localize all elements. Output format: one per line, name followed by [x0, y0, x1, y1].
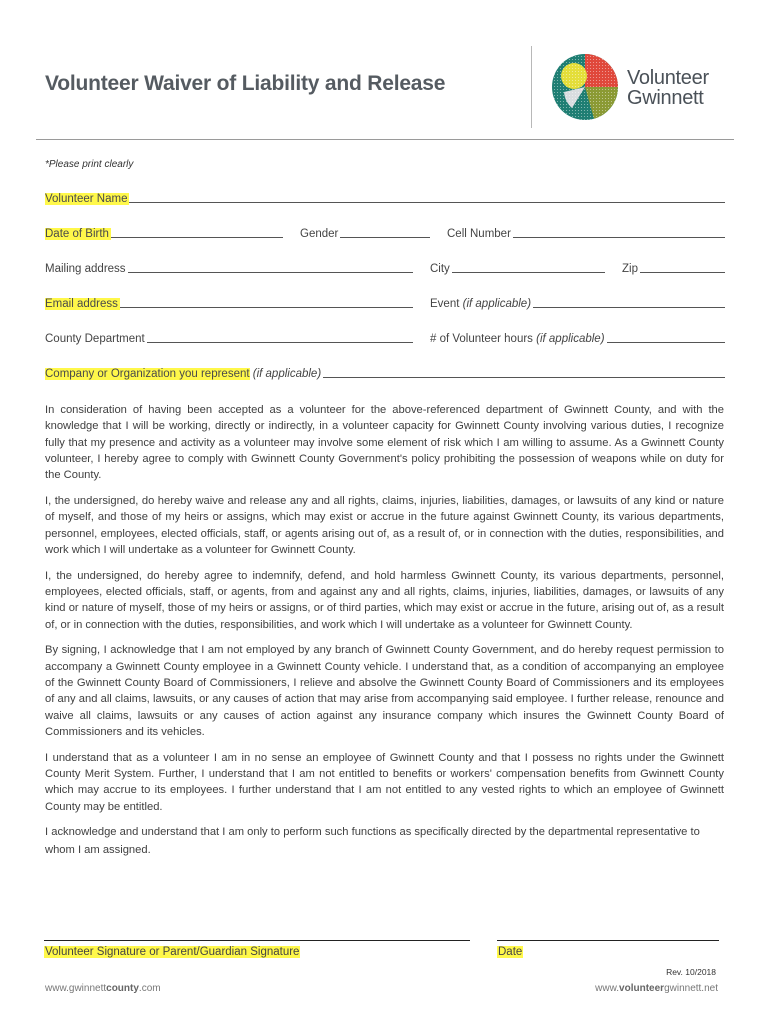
- date-of-birth-field[interactable]: [111, 225, 283, 238]
- waiver-paragraph-3: I, the undersigned, do hereby agree to indemnify, defend, and hold harmless Gwinnett County, its various departments, personnel, employees, elected officials, staff, or agents, from and against any and all rights, claims, injuries, liabilities, damages, or lawsuits of any kind or nature of myself, those of my heirs or assigns, or of third parties, which may exist or accrue in the future, arising out of, as a result of, or in connection with the duties, responsibilities, and work which I will undertake as a volunteer for Gwinnett County.: [45, 569, 724, 631]
- gender-label: Gender: [300, 228, 339, 240]
- header-rule: [36, 139, 734, 140]
- cell-number-label: Cell Number: [447, 228, 511, 240]
- county-department-field[interactable]: [147, 330, 413, 343]
- email-row: [45, 295, 725, 310]
- waiver-paragraph-5: I understand that as a volunteer I am in no sense an employee of Gwinnett County and that I possess no rights under the Gwinnett County Merit System. Further, I understand that I am not entitled to benefits or workers' compensation benefits from Gwinnett County which may accrue to its employees. I further understand that I am not entitled to any vested rights to which an employee of Gwinnett County may be entitled.: [45, 751, 724, 813]
- logo-wordmark: [627, 68, 709, 108]
- volunteer-name-row: [45, 190, 725, 205]
- volunteer-name-label: Volunteer Name: [45, 193, 128, 205]
- company-field[interactable]: [323, 365, 725, 378]
- company-row: [45, 365, 725, 380]
- volunteer-name-field[interactable]: [129, 190, 725, 203]
- mailing-address-field[interactable]: [128, 260, 413, 273]
- footer-county-url[interactable]: www.gwinnettcounty.com: [45, 983, 161, 994]
- event-field[interactable]: [533, 295, 725, 308]
- page-title: Volunteer Waiver of Liability and Release: [45, 72, 446, 95]
- dob-row: [45, 225, 725, 240]
- waiver-paragraph-1: In consideration of having been accepted as a volunteer for the above-referenced department of Gwinnett County, and with the knowledge that I will be working, directly or indirectly, in a volunteer capacity for Gwinnett County involving various duties, I recognize fully that my presence and activity as a volunteer may involve some element of risk which I am willing to assume. As a Gwinnett County volunteer, I hereby agree to comply with Gwinnett County Government's policy prohibiting the possession of weapons while on duty for the County.: [45, 404, 724, 482]
- waiver-paragraph-6: I acknowledge and understand that I am only to perform such functions as specifically directed by the departmental representative to whom I am assigned.: [45, 826, 700, 856]
- zip-field[interactable]: [640, 260, 725, 273]
- mailing-row: [45, 260, 725, 275]
- header-divider: [531, 46, 532, 128]
- volunteer-hours-field[interactable]: [607, 330, 725, 343]
- mailing-address-label: Mailing address: [45, 263, 126, 275]
- department-row: [45, 330, 725, 345]
- footer-volunteer-url[interactable]: www.volunteergwinnett.net: [595, 983, 718, 994]
- waiver-body: [45, 402, 724, 869]
- revision-label: Rev. 10/2018: [666, 967, 716, 977]
- logo-line-2: Gwinnett: [627, 87, 704, 109]
- volunteer-signature-label: Volunteer Signature or Parent/Guardian Signature: [45, 946, 300, 958]
- volunteer-gwinnett-logo-icon: [550, 52, 620, 122]
- gender-field[interactable]: [340, 225, 430, 238]
- volunteer-hours-label: # of Volunteer hours (if applicable): [430, 333, 605, 345]
- zip-label: Zip: [622, 263, 638, 275]
- cell-number-field[interactable]: [513, 225, 725, 238]
- waiver-paragraph-4: By signing, I acknowledge that I am not employed by any branch of Gwinnett County Government, and do hereby request permission to accompany a Gwinnett County employee in a Gwinnett County vehicle. I understand that, as a condition of accompanying an employee of the Gwinnett County Board of Commissioners, I relieve and absolve the Gwinnett County Board of Commissioners and its employees of any and all claims, lawsuits, or any causes of action that may arise from accompanying said employee. I further release, renounce and waive all claims, lawsuits or any causes of action against any insurance company which insures the Gwinnett County Board of Commissioners and its vehicles.: [45, 644, 724, 738]
- city-label: City: [430, 263, 450, 275]
- company-label: Company or Organization you represent (if applicable): [45, 368, 322, 380]
- email-label: Email address: [45, 298, 118, 310]
- print-clearly-note: *Please print clearly: [45, 159, 134, 170]
- volunteer-signature-field[interactable]: [44, 940, 470, 941]
- county-department-label: County Department: [45, 333, 145, 345]
- logo-line-1: Volunteer: [627, 67, 709, 89]
- date-of-birth-label: Date of Birth: [45, 228, 109, 240]
- waiver-paragraph-2: I, the undersigned, do hereby waive and release any and all rights, claims, injuries, liabilities, damages, or lawsuits of any kind or nature of myself, and those of my heirs or assigns, which may exist or accrue in the future against Gwinnett County, its various departments, personnel, employees, elected officials, staff, or agents arising out of, as a result of, or in connection with the duties, responsibilities, and work which I will undertake as a volunteer for Gwinnett County.: [45, 494, 724, 556]
- date-signature-label: Date: [498, 946, 523, 958]
- email-field[interactable]: [120, 295, 413, 308]
- event-label: Event (if applicable): [430, 298, 532, 310]
- city-field[interactable]: [452, 260, 605, 273]
- date-signature-field[interactable]: [497, 940, 719, 941]
